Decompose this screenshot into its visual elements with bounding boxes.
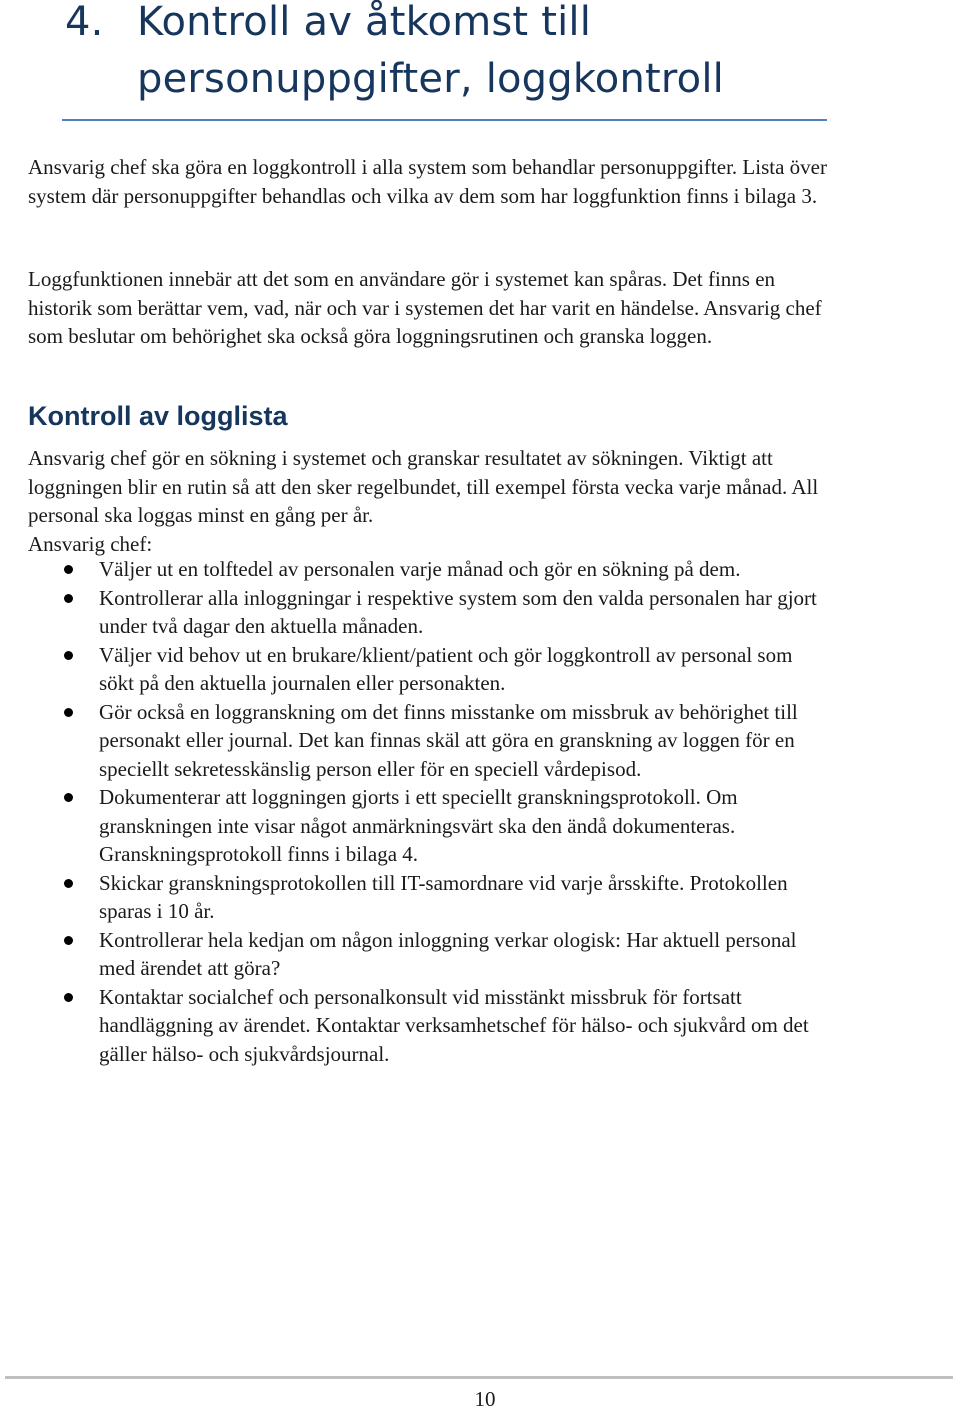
section-heading: Kontroll av logglista — [28, 401, 288, 431]
intro-paragraph-2: Loggfunktionen innebär att det som en användare gör i systemet kan spåras. Det finns en historik som berättar vem, vad, när och var i systemen det har varit en händelse. Ansvarig chef som beslutar om behörighet ska också göra loggningsrutinen och granska loggen. — [28, 267, 822, 348]
bullet-icon — [64, 708, 73, 717]
responsibility-list — [28, 555, 828, 1068]
bullet-icon — [64, 651, 73, 660]
heading-underline — [62, 119, 827, 121]
bullet-icon — [64, 936, 73, 945]
list-item-text: Kontrollerar alla inloggningar i respektive system som den valda personalen har gjort under två dagar den aktuella månaden. — [99, 585, 817, 638]
bullet-icon — [64, 793, 73, 802]
chapter-title: Kontroll av åtkomst till personuppgifter, loggkontroll — [137, 0, 724, 102]
section-paragraph-text: Ansvarig chef gör en sökning i systemet och granskar resultatet av sökningen. Viktigt att loggningen blir en rutin så att den sker regelbundet, till exempel första vecka varje månad. All personal ska loggas minst en gång per år. — [28, 446, 819, 527]
list-item-text: Gör också en loggranskning om det finns misstanke om missbruk av behörighet till personakt eller journal. Det kan finnas skäl att göra en granskning av loggen för en speciellt sekretesskänslig person eller för en speciell vårdepisod. — [99, 699, 798, 781]
list-item — [28, 783, 828, 869]
bullet-icon — [64, 879, 73, 888]
list-item — [28, 926, 828, 983]
list-item-text: Skickar granskningsprotokollen till IT-samordnare vid varje årsskifte. Protokollen sparas i 10 år. — [99, 870, 788, 923]
list-item — [28, 584, 828, 641]
bullet-icon — [64, 993, 73, 1002]
list-item-text: Väljer ut en tolftedel av personalen varje månad och gör en sökning på dem. — [99, 557, 741, 581]
list-item — [28, 641, 828, 698]
list-item — [28, 983, 828, 1069]
page-number: 10 — [474, 1387, 496, 1411]
footer-rule — [5, 1376, 953, 1379]
section-paragraph — [28, 444, 828, 558]
list-item — [28, 555, 828, 584]
list-intro: Ansvarig chef: — [28, 531, 153, 556]
intro-paragraph-1: Ansvarig chef ska göra en loggkontroll i alla system som behandlar personuppgifter. Lista över system där personuppgifter behandlas och vilka av dem som har loggfunktion finns i bilaga 3. — [28, 155, 827, 208]
list-item-text: Kontrollerar hela kedjan om någon inloggning verkar ologisk: Har aktuell personal med ärendet att göra? — [99, 927, 797, 980]
list-item — [28, 698, 828, 784]
bullet-icon — [64, 565, 73, 574]
chapter-number: 4. — [65, 0, 104, 45]
chapter-heading — [65, 0, 835, 108]
list-item-text: Dokumenterar att loggningen gjorts i ett speciellt granskningsprotokoll. Om granskningen inte visar något anmärkningsvärt ska den ändå dokumenteras. Granskningsprotokoll finns i bilaga 4. — [99, 785, 738, 866]
list-item-text: Väljer vid behov ut en brukare/klient/patient och gör loggkontroll av personal som sökt på den aktuella journalen eller personakten. — [99, 642, 793, 695]
list-item — [28, 869, 828, 926]
bullet-icon — [64, 594, 73, 603]
list-item-text: Kontaktar socialchef och personalkonsult vid misstänkt missbruk för fortsatt handläggning av ärendet. Kontaktar verksamhetschef för hälso- och sjukvård om det gäller hälso- och sjukvårdsjournal. — [99, 984, 809, 1066]
